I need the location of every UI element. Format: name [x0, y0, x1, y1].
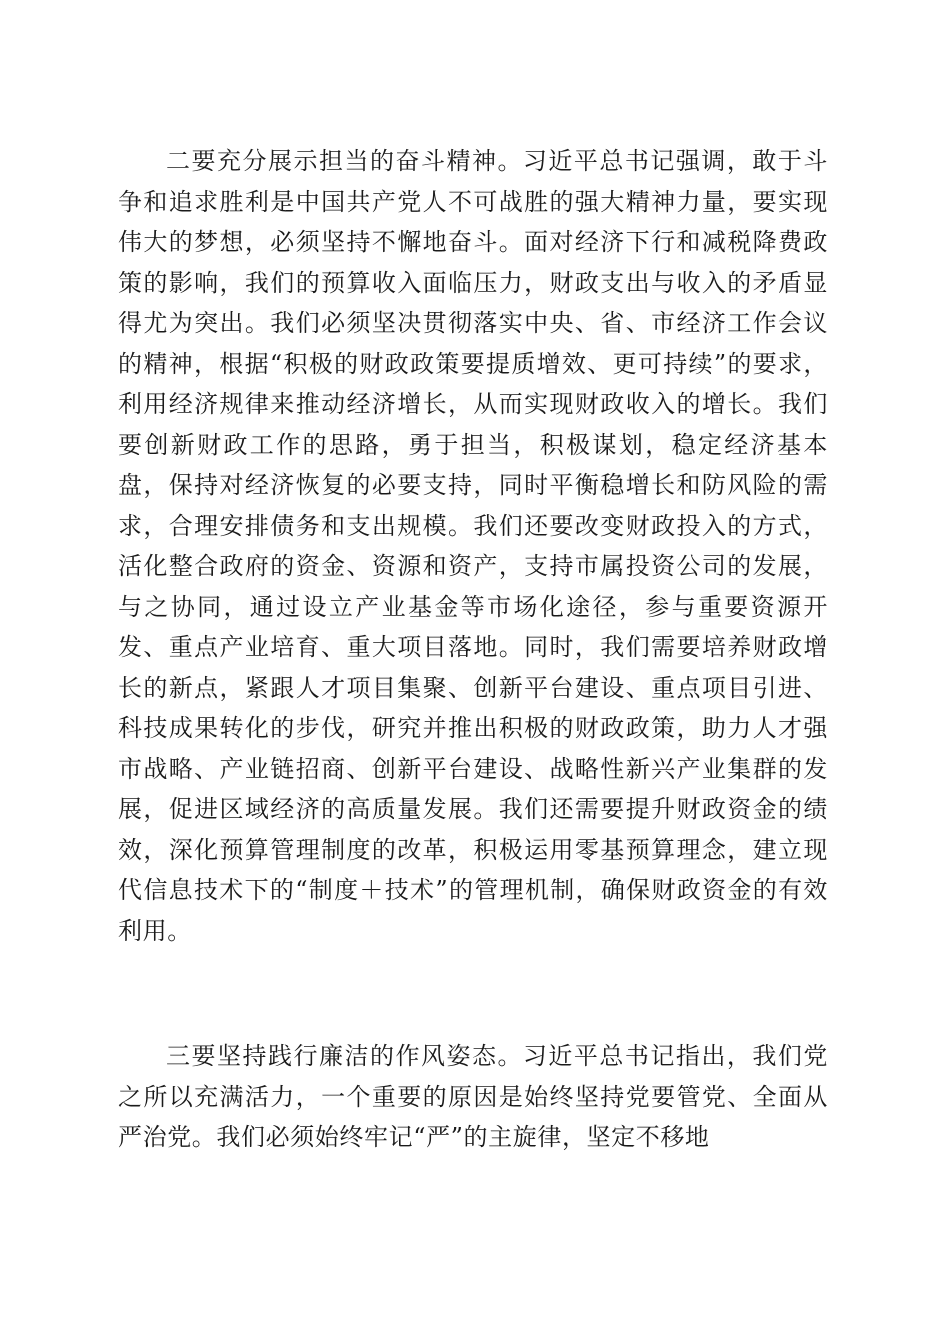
paragraph-integrity-style: 三要坚持践行廉洁的作风姿态。习近平总书记指出，我们党之所以充满活力，一个重要的原因是始终坚持党要管党、全面从严治党。我们必须始终牢记“严”的主旋律，坚定不移地	[118, 1042, 828, 1151]
paragraph-struggle-spirit: 二要充分展示担当的奋斗精神。习近平总书记强调，敢于斗争和追求胜利是中国共产党人不可战胜的强大精神力量，要实现伟大的梦想，必须坚持不懈地奋斗。面对经济下行和减税降费政策的影响，我们的预算收入面临压力，财政支出与收入的矛盾显得尤为突出。我们必须坚决贯彻落实中央、省、市经济工作会议的精神，根据“积极的财政政策要提质增效、更可持续”的要求，利用经济规律来推动经济增长，从而实现财政收入的增长。我们要创新财政工作的思路，勇于担当，积极谋划，稳定经济基本盘，保持对经济恢复的必要支持，同时平衡稳增长和防风险的需求，合理安排债务和支出规模。我们还要改变财政投入的方式，活化整合政府的资金、资源和资产，支持市属投资公司的发展，与之协同，通过设立产业基金等市场化途径，参与重要资源开发、重点产业培育、重大项目落地。同时，我们需要培养财政增长的新点，紧跟人才项目集聚、创新平台建设、重点项目引进、科技成果转化的步伐，研究并推出积极的财政政策，助力人才强市战略、产业链招商、创新平台建设、战略性新兴产业集群的发展，促进区域经济的高质量发展。我们还需要提升财政资金的绩效，深化预算管理制度的改革，积极运用零基预算理念，建立现代信息技术下的“制度＋技术”的管理机制，确保财政资金的有效利用。	[118, 147, 828, 945]
